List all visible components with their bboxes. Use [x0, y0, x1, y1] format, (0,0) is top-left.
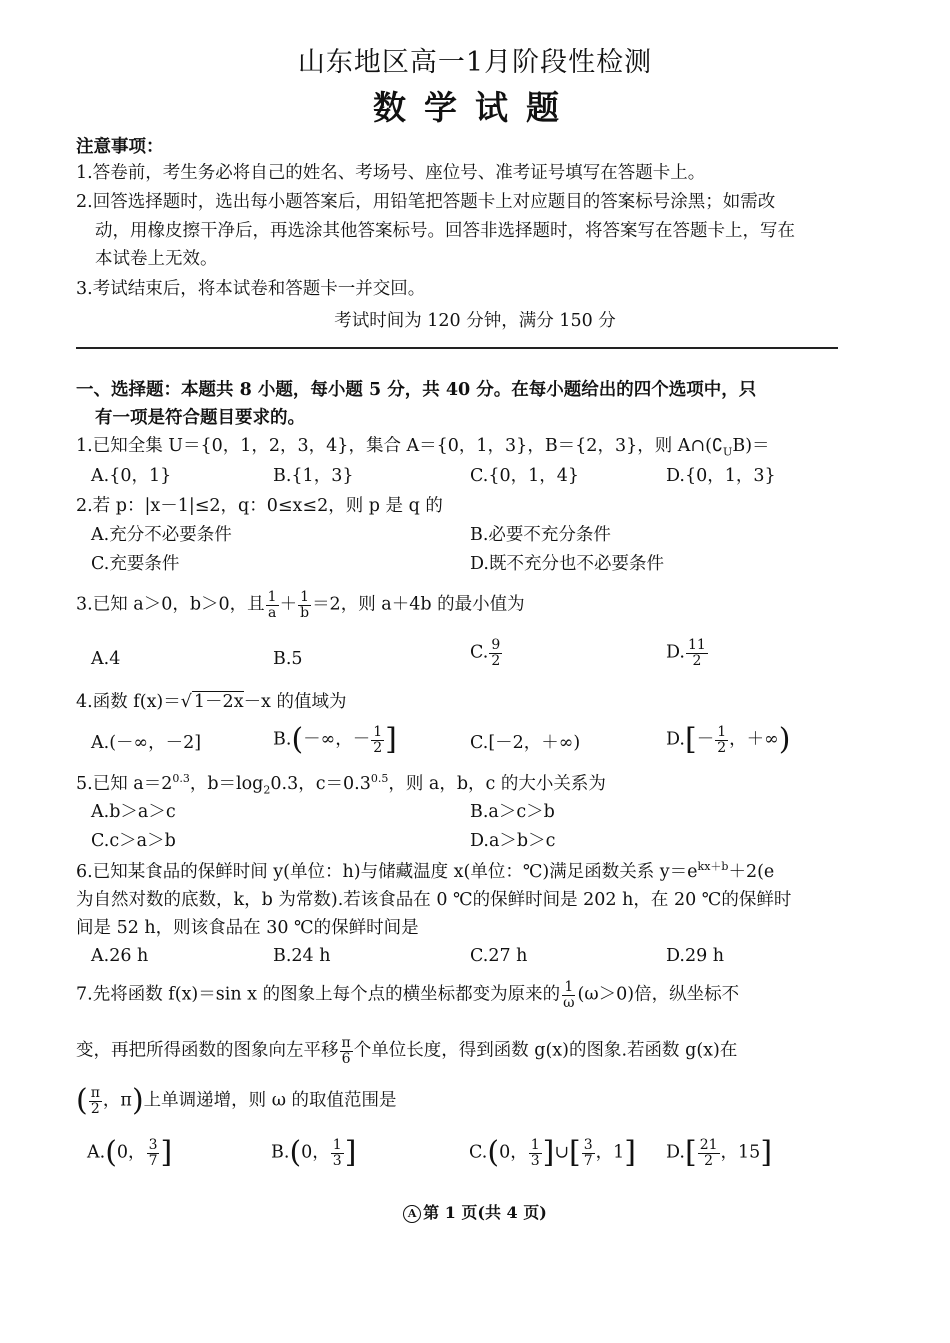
- question-6-stem-line-1: 6.已知某食品的保鲜时间 y(单位：h)与储藏温度 x(单位：℃)满足函数关系 $y=e^{kx+b}+2(e$: [76, 860, 775, 882]
- question-4-option-b: B.(－∞，－ $\frac{1}{2}$ ]: [273, 722, 397, 757]
- question-1-stem: 1.已知全集 U＝{0，1，2，3，4}，集合 A＝{0，1，3}，B＝{2，3}，则 $A\cap(∁_UB)=$: [76, 436, 770, 459]
- question-2-option-d: D.既不充分也不必要条件: [470, 554, 664, 574]
- exam-title: 山东地区高一1月阶段性检测: [297, 47, 653, 78]
- question-2-option-c: C.充要条件: [91, 554, 180, 574]
- question-6-option-d: D.29 h: [666, 946, 725, 966]
- question-3-option-c: C. $\frac{9}{2}$: [470, 637, 501, 669]
- question-7-option-b: B.(0， $\frac{1}{3}$ ]: [271, 1135, 357, 1170]
- paper-version-mark: A: [403, 1205, 421, 1223]
- question-5-stem: 5.已知 $a=2^{0.3}$，$b=\log_20.3$，$c=0.3^{0.5}$，则 a，b，c 的大小关系为: [76, 772, 606, 797]
- page-number: 第 1 页(共 4 页): [423, 1203, 547, 1222]
- notice-item-2-line-1: 2.回答选择题时，选出每小题答案后，用铅笔把答题卡上对应题目的答案标号涂黑；如需改: [76, 192, 776, 212]
- question-3-option-a: A.4: [91, 649, 121, 669]
- notice-heading: 注意事项：: [76, 137, 164, 157]
- question-4-stem: 4.函数 f(x)＝√ 1－2x－x 的值域为: [76, 692, 347, 712]
- fraction: $\frac{1}{a}$: [267, 589, 277, 621]
- question-6-option-b: B.24 h: [273, 946, 331, 966]
- question-1-option-c: C.{0，1，4}: [470, 466, 579, 486]
- question-7-stem-line-1: 7.先将函数 f(x)＝sin x 的图象上每个点的横坐标都变为原来的 $\frac{1}{\omega}$ (ω＞0)倍，纵坐标不: [76, 979, 740, 1011]
- section-heading-line-1: 一、选择题：本题共 8 小题，每小题 5 分，共 40 分。在每小题给出的四个选项中，只: [76, 380, 757, 400]
- question-2-option-a: A.充分不必要条件: [91, 525, 232, 545]
- question-4-option-c: C.[－2，＋∞): [470, 733, 581, 753]
- question-1-option-b: B.{1，3}: [273, 466, 354, 486]
- question-3-stem: 3.已知 a＞0，b＞0，且 $\frac{1}{a}$ ＋ $\frac{1}{b}$ ＝2，则 a＋4b 的最小值为: [76, 589, 525, 621]
- question-4-option-a: A.(－∞，－2]: [91, 733, 202, 753]
- question-6-stem-line-3: 间是 52 h，则该食品在 30 ℃的保鲜时间是: [76, 918, 419, 938]
- question-2-option-b: B.必要不充分条件: [470, 525, 611, 545]
- notice-item-2-line-2: 动，用橡皮擦干净后，再选涂其他答案标号。回答非选择题时，将答案写在答题卡上，写在: [95, 221, 795, 241]
- question-3-option-b: B.5: [273, 649, 303, 669]
- question-7-stem-line-2: 变，再把所得函数的图象向左平移 $\frac{\pi}{6}$ 个单位长度，得到函数 g(x)的图象.若函数 g(x)在: [76, 1035, 738, 1067]
- question-4-option-d: D.[－ $\frac{1}{2}$ ，＋∞): [666, 722, 791, 757]
- notice-item-2-line-3: 本试卷上无效。: [95, 249, 218, 269]
- question-7-option-a: A.(0， $\frac{3}{7}$ ]: [87, 1135, 173, 1170]
- exam-subject: 数学试题: [373, 88, 577, 127]
- question-1-option-a: A.{0，1}: [91, 466, 172, 486]
- question-6-option-c: C.27 h: [470, 946, 528, 966]
- question-5-option-a: A.b＞a＞c: [91, 802, 176, 822]
- question-7-option-d: D.[ $\frac{21}{2}$ ，15]: [666, 1135, 773, 1170]
- question-5-option-b: B.a＞c＞b: [470, 802, 555, 822]
- divider-line: [76, 347, 838, 349]
- question-5-option-d: D.a＞b＞c: [470, 831, 556, 851]
- fraction: $\frac{1}{b}$: [300, 589, 310, 621]
- question-5-option-c: C.c＞a＞b: [91, 831, 176, 851]
- question-6-option-a: A.26 h: [91, 946, 149, 966]
- exam-time-note: 考试时间为 120 分钟，满分 150 分: [334, 311, 616, 331]
- question-2-stem: 2.若 p：|x－1|≤2，q：0≤x≤2，则 p 是 q 的: [76, 496, 443, 516]
- question-3-option-d: D. $\frac{11}{2}$: [666, 637, 706, 669]
- page-footer: [0, 1200, 950, 1223]
- notice-item-1: 1.答卷前，考生务必将自己的姓名、考场号、座位号、准考证号填写在答题卡上。: [76, 163, 706, 183]
- section-heading-line-2: 有一项是符合题目要求的。: [95, 408, 305, 428]
- question-1-option-d: D.{0，1，3}: [666, 466, 776, 486]
- notice-item-3: 3.考试结束后，将本试卷和答题卡一并交回。: [76, 279, 426, 299]
- question-7-stem-line-3: ( $\frac{\pi}{2}$ ，π)上单调递增，则 ω 的取值范围是: [76, 1083, 397, 1118]
- question-6-stem-line-2: 为自然对数的底数，k，b 为常数).若该食品在 0 ℃的保鲜时间是 202 h，在 20 ℃的保鲜时: [76, 890, 792, 910]
- question-7-option-c: C.(0， $\frac{1}{3}$ ]∪[ $\frac{3}{7}$ ，1]: [469, 1135, 637, 1170]
